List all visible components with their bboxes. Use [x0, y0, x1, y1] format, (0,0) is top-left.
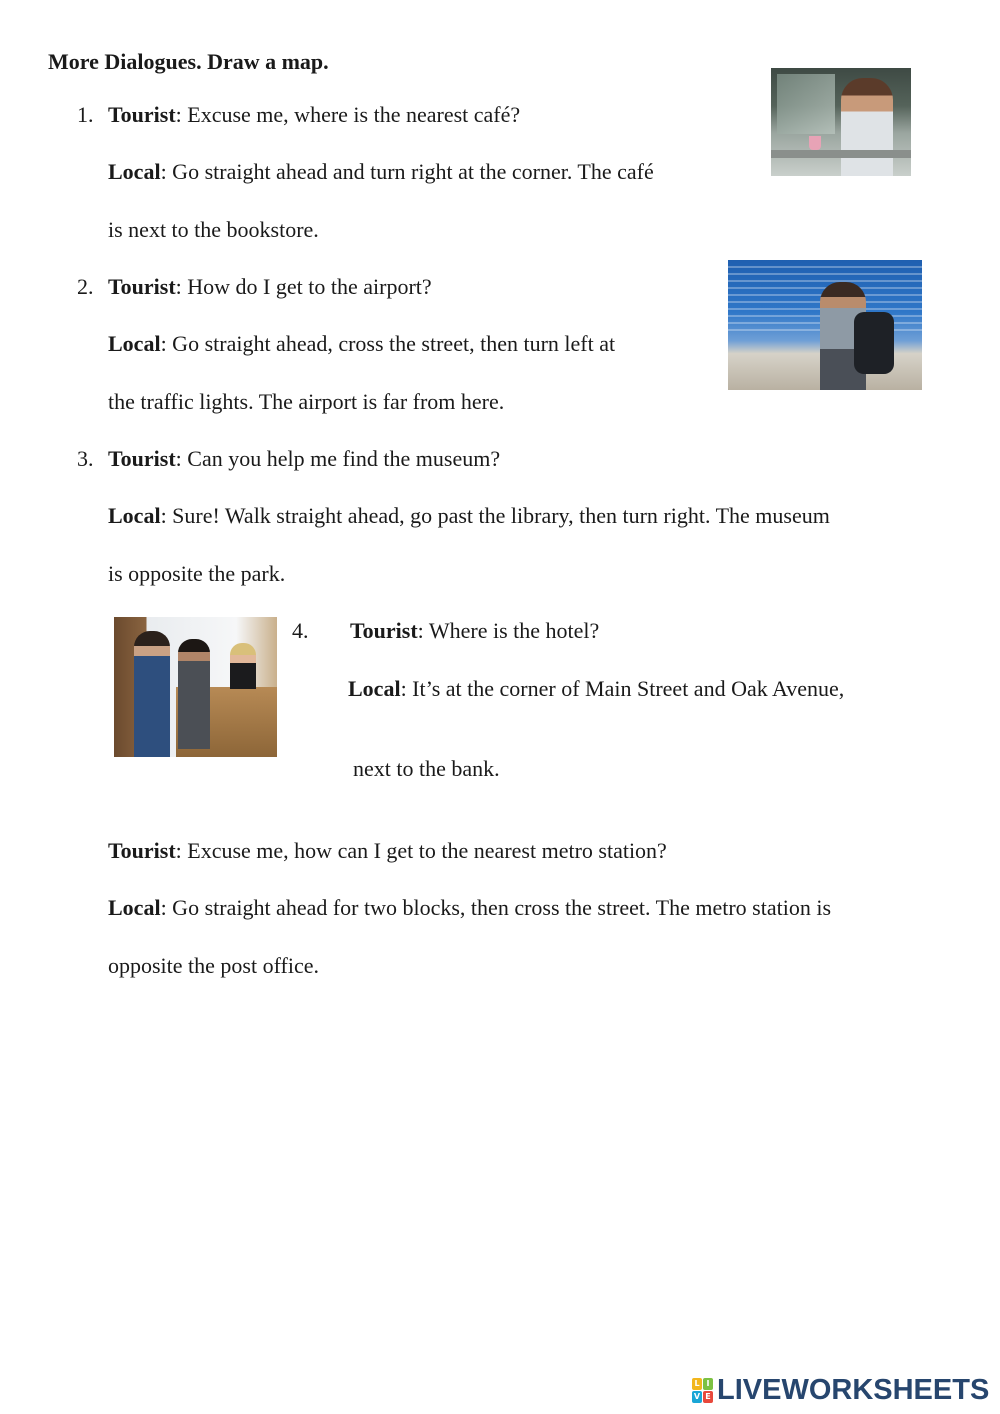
tourist-label: Tourist [108, 446, 176, 471]
dialogue-1-tourist-line [108, 100, 520, 130]
logo-mark-icon: L I V E [692, 1378, 713, 1403]
local-text: : Go straight ahead, cross the street, then turn left at [160, 331, 616, 356]
local-label: Local [348, 676, 401, 701]
tourist-label: Tourist [108, 274, 176, 299]
dialogue-5-local-line [108, 893, 831, 923]
local-text: : Sure! Walk straight ahead, go past the library, then turn right. The museum [160, 503, 830, 528]
dialogue-1-local-line [108, 157, 654, 187]
dialogue-1-number: 1. [77, 102, 94, 127]
local-label: Local [108, 895, 161, 920]
dialogue-5-local-continuation: opposite the post office. [108, 953, 319, 978]
tourist-text: : Can you help me find the museum? [175, 446, 501, 471]
cafe-photo [771, 68, 911, 176]
airport-photo [728, 260, 922, 390]
logo-text: LIVEWORKSHEETS [717, 1373, 990, 1406]
tourist-label: Tourist [350, 618, 418, 643]
dialogue-1-local-continuation: is next to the bookstore. [108, 217, 319, 242]
dialogue-3-local-continuation: is opposite the park. [108, 561, 286, 586]
liveworksheets-logo[interactable] [692, 1373, 990, 1406]
dialogue-3-number: 3. [77, 446, 94, 471]
dialogue-2-local-continuation: the traffic lights. The airport is far from here. [108, 389, 505, 414]
dialogue-4-tourist-line [350, 616, 599, 646]
dialogue-2-tourist-line [108, 272, 432, 302]
local-text: : Go straight ahead and turn right at the corner. The café [160, 159, 654, 184]
local-text: : Go straight ahead for two blocks, then cross the street. The metro station is [160, 895, 832, 920]
dialogue-5-tourist-line [108, 836, 667, 866]
tourist-text: : Where is the hotel? [417, 618, 600, 643]
dialogue-4-local-continuation: next to the bank. [353, 756, 500, 781]
hotel-reception-photo [114, 617, 277, 757]
dialogue-2-local-line [108, 329, 615, 359]
tourist-text: : Excuse me, where is the nearest café? [175, 102, 521, 127]
tourist-label: Tourist [108, 838, 176, 863]
local-label: Local [108, 503, 161, 528]
tourist-label: Tourist [108, 102, 176, 127]
local-label: Local [108, 331, 161, 356]
dialogue-2-number: 2. [77, 274, 94, 299]
dialogue-3-local-line [108, 501, 830, 531]
tourist-text: : How do I get to the airport? [175, 274, 432, 299]
dialogue-4-number: 4. [292, 618, 309, 643]
dialogue-3-tourist-line [108, 444, 500, 474]
worksheet-heading: More Dialogues. Draw a map. [48, 49, 329, 74]
dialogue-4-local-line [348, 674, 844, 704]
tourist-text: : Excuse me, how can I get to the nearest metro station? [175, 838, 667, 863]
local-label: Local [108, 159, 161, 184]
local-text: : It’s at the corner of Main Street and Oak Avenue, [400, 676, 845, 701]
